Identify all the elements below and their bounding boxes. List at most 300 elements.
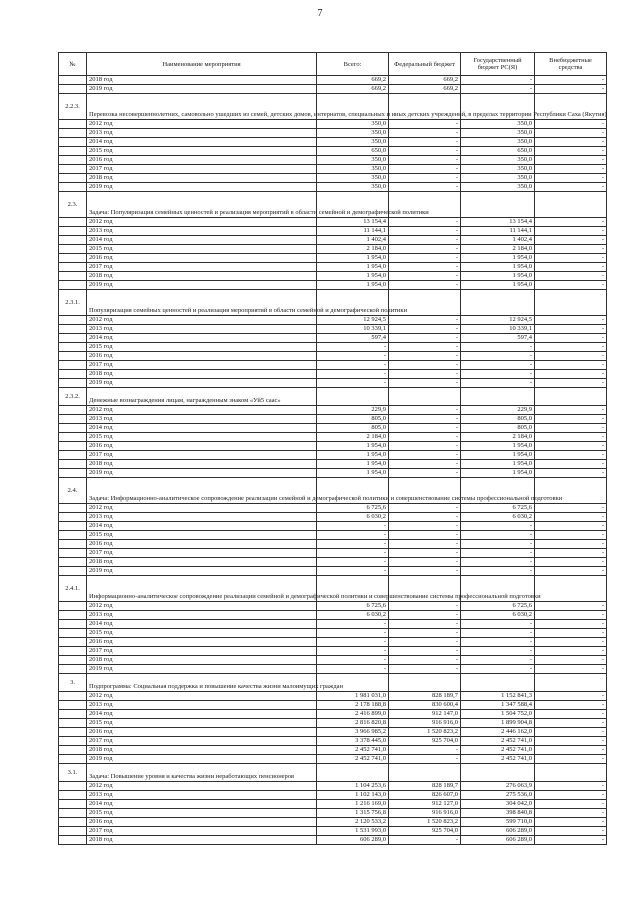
row-activity: 2014 год: [87, 424, 317, 433]
row-extrabudgetary: -: [535, 629, 607, 638]
row-extrabudgetary: -: [535, 800, 607, 809]
row-number: 3.: [59, 674, 87, 692]
row-federal: -: [389, 138, 461, 147]
row-federal: -: [389, 836, 461, 845]
row-activity: 2013 год: [87, 227, 317, 236]
row-activity: Задача: Информационно-аналитическое сопровождение реализации семейной и демографической политики и совершенствование системы профессиональной подготовки: [87, 478, 317, 504]
row-activity: 2013 год: [87, 415, 317, 424]
table-row: [59, 701, 607, 710]
row-activity: 2017 год: [87, 263, 317, 272]
row-federal: -: [389, 602, 461, 611]
row-state: 398 840,8: [461, 809, 535, 818]
row-state: 650,0: [461, 147, 535, 156]
row-number: [59, 611, 87, 620]
row-extrabudgetary: -: [535, 325, 607, 334]
row-number: 2.3.: [59, 192, 87, 218]
row-federal: -: [389, 236, 461, 245]
row-total: 350,0: [317, 129, 389, 138]
row-number: [59, 120, 87, 129]
row-total: 1 954,0: [317, 469, 389, 478]
row-number: [59, 370, 87, 379]
row-state: -: [461, 76, 535, 85]
row-total: -: [317, 558, 389, 567]
row-number: 3.1.: [59, 764, 87, 782]
row-activity: 2012 год: [87, 692, 317, 701]
row-total: 1 104 253,6: [317, 782, 389, 791]
row-extrabudgetary: -: [535, 370, 607, 379]
row-activity: 2013 год: [87, 701, 317, 710]
row-total: -: [317, 361, 389, 370]
row-total: 1 954,0: [317, 451, 389, 460]
row-activity: 2017 год: [87, 361, 317, 370]
row-federal: -: [389, 147, 461, 156]
row-extrabudgetary: -: [535, 549, 607, 558]
row-activity: Перевозка несовершеннолетних, самовольно ушедших из семей, детских домов, интернатов, специальных и иных детских учреждений, в пределах территории Республики Саха (Якутия): [87, 94, 317, 120]
table-body: [59, 76, 607, 845]
row-federal: -: [389, 379, 461, 388]
row-number: [59, 254, 87, 263]
row-total: 2 452 741,0: [317, 755, 389, 764]
row-total: 350,0: [317, 138, 389, 147]
row-activity: 2018 год: [87, 558, 317, 567]
row-federal: -: [389, 513, 461, 522]
row-extrabudgetary: -: [535, 755, 607, 764]
row-number: [59, 800, 87, 809]
row-federal: [389, 674, 461, 692]
table-row: [59, 647, 607, 656]
row-state: 2 184,0: [461, 433, 535, 442]
row-activity: 2015 год: [87, 147, 317, 156]
row-number: [59, 809, 87, 818]
row-federal: [389, 388, 461, 406]
header-federal-budget: Федеральный бюджет: [389, 53, 461, 76]
row-state: 6 725,6: [461, 602, 535, 611]
row-federal: -: [389, 433, 461, 442]
row-number: [59, 602, 87, 611]
table-row: [59, 415, 607, 424]
row-extrabudgetary: -: [535, 415, 607, 424]
table-row: [59, 504, 607, 513]
row-federal: 1 520 823,2: [389, 728, 461, 737]
row-number: [59, 316, 87, 325]
row-state: -: [461, 620, 535, 629]
table-row: [59, 236, 607, 245]
row-total: 805,0: [317, 424, 389, 433]
row-state: 13 154,4: [461, 218, 535, 227]
table-row: [59, 567, 607, 576]
row-total: -: [317, 656, 389, 665]
row-extrabudgetary: -: [535, 513, 607, 522]
row-state: -: [461, 531, 535, 540]
section-row: [59, 290, 607, 316]
row-activity: Задача: Повышение уровня и качества жизни неработающих пенсионеров: [87, 764, 317, 782]
row-extrabudgetary: -: [535, 406, 607, 415]
table-row: [59, 120, 607, 129]
row-federal: 925 704,0: [389, 827, 461, 836]
row-federal: -: [389, 665, 461, 674]
row-federal: -: [389, 316, 461, 325]
row-state: -: [461, 361, 535, 370]
row-extrabudgetary: -: [535, 692, 607, 701]
row-federal: 916 916,0: [389, 809, 461, 818]
row-total: -: [317, 540, 389, 549]
row-state: -: [461, 558, 535, 567]
row-total: 350,0: [317, 183, 389, 192]
row-activity: 2018 год: [87, 370, 317, 379]
row-activity: 2018 год: [87, 76, 317, 85]
row-federal: -: [389, 531, 461, 540]
row-federal: -: [389, 522, 461, 531]
table-row: [59, 629, 607, 638]
row-total: 2 184,0: [317, 433, 389, 442]
row-number: [59, 818, 87, 827]
row-state: -: [461, 665, 535, 674]
row-federal: -: [389, 442, 461, 451]
table-row: [59, 227, 607, 236]
row-total: -: [317, 567, 389, 576]
row-total: 650,0: [317, 147, 389, 156]
row-state: 276 063,9: [461, 782, 535, 791]
row-activity: 2013 год: [87, 513, 317, 522]
row-federal: -: [389, 254, 461, 263]
row-federal: -: [389, 647, 461, 656]
row-extrabudgetary: [535, 388, 607, 406]
row-state: 1 954,0: [461, 272, 535, 281]
table-row: [59, 316, 607, 325]
row-state: 2 452 741,0: [461, 755, 535, 764]
row-extrabudgetary: -: [535, 129, 607, 138]
row-extrabudgetary: -: [535, 827, 607, 836]
row-number: [59, 424, 87, 433]
row-extrabudgetary: -: [535, 138, 607, 147]
row-federal: -: [389, 343, 461, 352]
row-federal: 828 189,7: [389, 782, 461, 791]
row-total: [317, 764, 389, 782]
row-activity: 2016 год: [87, 638, 317, 647]
table-row: [59, 540, 607, 549]
table-row: [59, 361, 607, 370]
row-federal: -: [389, 504, 461, 513]
row-number: [59, 147, 87, 156]
section-row: [59, 764, 607, 782]
row-extrabudgetary: -: [535, 809, 607, 818]
table-row: [59, 281, 607, 290]
row-activity: 2017 год: [87, 165, 317, 174]
row-extrabudgetary: -: [535, 165, 607, 174]
row-federal: -: [389, 415, 461, 424]
row-total: 2 178 188,8: [317, 701, 389, 710]
row-state: 1 954,0: [461, 281, 535, 290]
row-state: 350,0: [461, 174, 535, 183]
table-row: [59, 129, 607, 138]
row-state: 11 144,1: [461, 227, 535, 236]
row-total: 1 954,0: [317, 272, 389, 281]
row-state: 304 042,0: [461, 800, 535, 809]
table-row: [59, 165, 607, 174]
row-number: 2.3.2.: [59, 388, 87, 406]
row-federal: -: [389, 120, 461, 129]
row-federal: -: [389, 540, 461, 549]
row-federal: -: [389, 638, 461, 647]
row-total: 1 954,0: [317, 254, 389, 263]
row-activity: 2017 год: [87, 827, 317, 836]
row-activity: 2013 год: [87, 791, 317, 800]
row-activity: 2017 год: [87, 737, 317, 746]
row-state: 1 402,4: [461, 236, 535, 245]
row-activity: 2012 год: [87, 602, 317, 611]
row-number: [59, 540, 87, 549]
row-number: [59, 263, 87, 272]
row-state: -: [461, 567, 535, 576]
row-number: 2.4.1.: [59, 576, 87, 602]
row-extrabudgetary: -: [535, 85, 607, 94]
row-extrabudgetary: -: [535, 665, 607, 674]
table-row: [59, 611, 607, 620]
row-extrabudgetary: -: [535, 469, 607, 478]
row-total: 229,9: [317, 406, 389, 415]
row-state: 1 954,0: [461, 469, 535, 478]
row-extrabudgetary: -: [535, 701, 607, 710]
row-total: 2 452 741,0: [317, 746, 389, 755]
row-federal: 828 189,7: [389, 692, 461, 701]
table-row: [59, 460, 607, 469]
section-row: [59, 674, 607, 692]
row-state: [461, 764, 535, 782]
row-state: 350,0: [461, 129, 535, 138]
row-federal: -: [389, 746, 461, 755]
row-state: 805,0: [461, 415, 535, 424]
row-activity: 2014 год: [87, 334, 317, 343]
row-extrabudgetary: -: [535, 227, 607, 236]
row-federal: -: [389, 469, 461, 478]
table-row: [59, 818, 607, 827]
row-total: 3 378 445,0: [317, 737, 389, 746]
row-activity: 2018 год: [87, 746, 317, 755]
section-row: [59, 576, 607, 602]
row-state: 1 152 841,3: [461, 692, 535, 701]
table-row: [59, 558, 607, 567]
row-state: 606 289,0: [461, 836, 535, 845]
row-total: 1 954,0: [317, 460, 389, 469]
row-state: 10 339,1: [461, 325, 535, 334]
table-row: [59, 147, 607, 156]
row-federal: -: [389, 549, 461, 558]
row-total: 2 184,0: [317, 245, 389, 254]
row-total: 2 120 533,2: [317, 818, 389, 827]
row-federal: -: [389, 129, 461, 138]
row-state: 1 504 752,0: [461, 710, 535, 719]
row-activity: 2014 год: [87, 138, 317, 147]
row-federal: -: [389, 263, 461, 272]
row-federal: 1 520 823,2: [389, 818, 461, 827]
row-extrabudgetary: -: [535, 611, 607, 620]
row-activity: 2018 год: [87, 174, 317, 183]
table-row: [59, 451, 607, 460]
table-row: [59, 710, 607, 719]
row-number: [59, 174, 87, 183]
row-state: 805,0: [461, 424, 535, 433]
table-row: [59, 755, 607, 764]
row-activity: 2015 год: [87, 531, 317, 540]
row-activity: 2019 год: [87, 183, 317, 192]
header-number: №: [59, 53, 87, 76]
table-row: [59, 827, 607, 836]
row-state: 6 030,2: [461, 611, 535, 620]
row-federal: -: [389, 183, 461, 192]
row-number: [59, 629, 87, 638]
row-activity: 2016 год: [87, 254, 317, 263]
row-total: 6 725,6: [317, 602, 389, 611]
row-extrabudgetary: -: [535, 424, 607, 433]
row-activity: 2016 год: [87, 156, 317, 165]
row-extrabudgetary: -: [535, 263, 607, 272]
row-federal: 826 607,0: [389, 791, 461, 800]
row-activity: 2016 год: [87, 352, 317, 361]
row-number: [59, 567, 87, 576]
row-activity: 2014 год: [87, 236, 317, 245]
table-row: [59, 325, 607, 334]
row-activity: 2013 год: [87, 129, 317, 138]
row-activity: Информационно-аналитическое сопровождение реализации семейной и демографической политики и совершенствование системы профессиональной подготовки: [87, 576, 317, 602]
row-state: 229,9: [461, 406, 535, 415]
row-total: 2 416 899,0: [317, 710, 389, 719]
section-row: [59, 388, 607, 406]
row-total: 10 339,1: [317, 325, 389, 334]
row-total: 1 981 031,0: [317, 692, 389, 701]
row-federal: -: [389, 174, 461, 183]
row-number: [59, 638, 87, 647]
row-federal: 912 127,0: [389, 800, 461, 809]
row-total: 1 954,0: [317, 442, 389, 451]
row-state: 350,0: [461, 120, 535, 129]
table-row: [59, 522, 607, 531]
row-state: 350,0: [461, 156, 535, 165]
row-activity: 2018 год: [87, 656, 317, 665]
row-number: [59, 620, 87, 629]
row-extrabudgetary: -: [535, 558, 607, 567]
row-total: 13 154,4: [317, 218, 389, 227]
table-row: [59, 76, 607, 85]
row-number: [59, 719, 87, 728]
row-total: -: [317, 343, 389, 352]
row-federal: -: [389, 361, 461, 370]
row-number: [59, 281, 87, 290]
header-state-budget: Государственный бюджет РС(Я): [461, 53, 535, 76]
row-number: [59, 156, 87, 165]
row-federal: -: [389, 227, 461, 236]
row-total: [317, 388, 389, 406]
row-number: [59, 531, 87, 540]
table-row: [59, 379, 607, 388]
row-number: [59, 737, 87, 746]
row-number: [59, 656, 87, 665]
table-row: [59, 531, 607, 540]
row-total: -: [317, 647, 389, 656]
row-number: [59, 728, 87, 737]
row-extrabudgetary: -: [535, 638, 607, 647]
row-federal: 925 704,0: [389, 737, 461, 746]
budget-table: [58, 52, 607, 845]
row-total: 1 954,0: [317, 263, 389, 272]
row-number: [59, 227, 87, 236]
row-state: -: [461, 540, 535, 549]
table-row: [59, 183, 607, 192]
row-number: [59, 379, 87, 388]
row-number: [59, 504, 87, 513]
table-row: [59, 620, 607, 629]
row-state: 2 184,0: [461, 245, 535, 254]
row-total: -: [317, 665, 389, 674]
row-activity: 2012 год: [87, 782, 317, 791]
row-total: 1 531 993,0: [317, 827, 389, 836]
row-extrabudgetary: -: [535, 442, 607, 451]
row-number: [59, 755, 87, 764]
row-total: 1 402,4: [317, 236, 389, 245]
row-total: 606 289,0: [317, 836, 389, 845]
section-row: [59, 192, 607, 218]
table-row: [59, 442, 607, 451]
row-number: [59, 442, 87, 451]
row-activity: 2014 год: [87, 620, 317, 629]
row-total: 350,0: [317, 174, 389, 183]
row-extrabudgetary: -: [535, 156, 607, 165]
row-number: 2.3.1.: [59, 290, 87, 316]
row-state: 1 954,0: [461, 451, 535, 460]
row-extrabudgetary: -: [535, 272, 607, 281]
row-activity: 2014 год: [87, 800, 317, 809]
section-row: [59, 478, 607, 504]
row-number: [59, 549, 87, 558]
row-state: -: [461, 343, 535, 352]
header-activity: Наименование мероприятия: [87, 53, 317, 76]
row-total: 669,2: [317, 76, 389, 85]
row-total: 3 966 985,2: [317, 728, 389, 737]
row-extrabudgetary: -: [535, 656, 607, 665]
table-row: [59, 85, 607, 94]
row-state: 1 954,0: [461, 460, 535, 469]
table-row: [59, 513, 607, 522]
row-number: [59, 451, 87, 460]
row-activity: Популяризация семейных ценностей и реализация мероприятий в области семейной и демографической политики: [87, 290, 317, 316]
row-extrabudgetary: -: [535, 504, 607, 513]
row-total: 1 954,0: [317, 281, 389, 290]
row-extrabudgetary: -: [535, 183, 607, 192]
table-row: [59, 836, 607, 845]
row-extrabudgetary: -: [535, 460, 607, 469]
header-total: Всего:: [317, 53, 389, 76]
row-extrabudgetary: -: [535, 433, 607, 442]
row-extrabudgetary: -: [535, 737, 607, 746]
row-total: 1 216 169,0: [317, 800, 389, 809]
row-federal: 830 600,4: [389, 701, 461, 710]
row-total: 1 102 143,0: [317, 791, 389, 800]
row-number: [59, 522, 87, 531]
row-state: 2 452 741,0: [461, 737, 535, 746]
row-extrabudgetary: -: [535, 379, 607, 388]
table-row: [59, 692, 607, 701]
table-row: [59, 746, 607, 755]
row-total: -: [317, 352, 389, 361]
row-activity: 2015 год: [87, 433, 317, 442]
table-row: [59, 343, 607, 352]
row-activity: 2014 год: [87, 710, 317, 719]
row-extrabudgetary: -: [535, 522, 607, 531]
row-extrabudgetary: -: [535, 540, 607, 549]
row-extrabudgetary: -: [535, 352, 607, 361]
row-total: 6 030,2: [317, 513, 389, 522]
row-state: 1 954,0: [461, 254, 535, 263]
table-row: [59, 549, 607, 558]
